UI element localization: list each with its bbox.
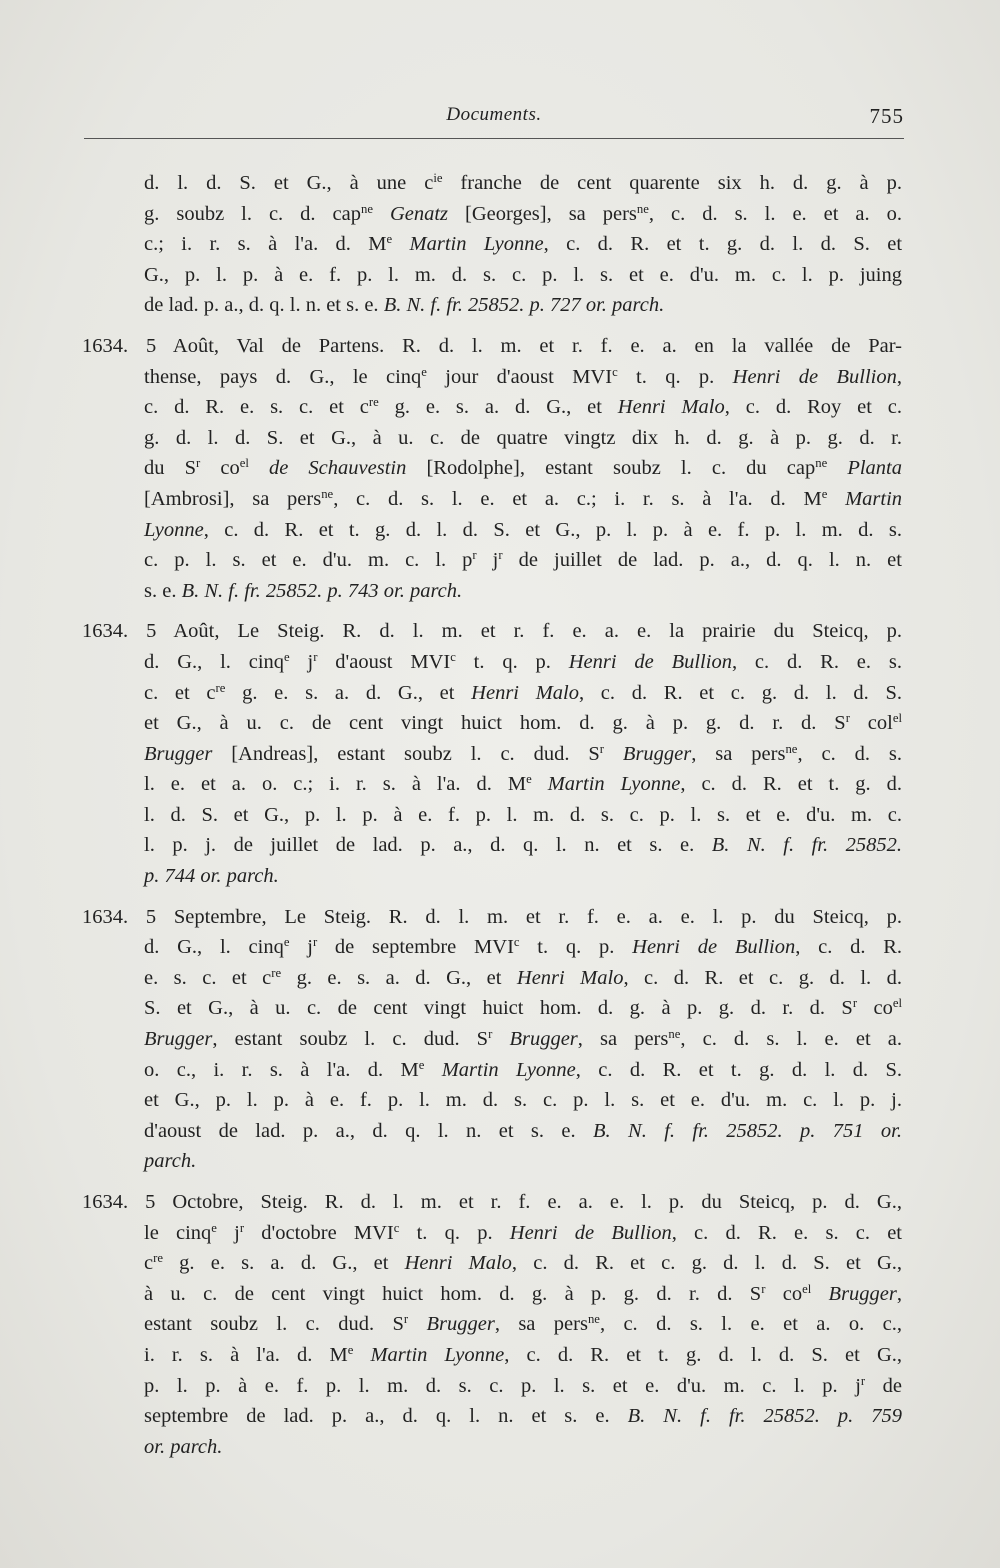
entry-line: d'aoust de lad. p. a., d. q. l. n. et s. e. B. N. f. fr. 25852. p. 751 or. [144, 1119, 903, 1142]
entry-line: c.; i. r. s. à l'a. d. Me Martin Lyonne, c. d. R. et t. g. d. l. d. S. et [144, 232, 903, 256]
entry-line: Brugger, estant soubz l. c. dud. $S^r$ Brugger, sa pers$^{ne}$, c. d. s. l. e. et a. [144, 1027, 903, 1051]
entry-line: 1634. 5 Septembre, Le Steig. R. d. l. m. et r. f. e. a. e. l. p. du Steicq, p. [82, 905, 902, 928]
entry-line: $c^{re}$ g. e. s. a. d. G., et Henri Malo, c. d. R. et c. g. d. l. d. S. et G., [144, 1251, 902, 1275]
entry-line: p. l. p. à e. f. p. l. m. d. s. c. p. l. s. et e. d'u. m. c. l. p. $j^r$ de [144, 1373, 902, 1397]
entry-line: e. s. c. et $c^{re}$ g. e. s. a. d. G., et Henri Malo, c. d. R. et c. g. d. l. d. [144, 965, 902, 989]
entry-line: d. G., l. cinq$^e$ $j^r$ de septembre MVI$^c$ t. q. p. Henri de Bullion, c. d. R. [144, 935, 903, 959]
entry-line: c. p. l. s. et e. d'u. m. c. l. $p^r$ $j^r$ de juillet de lad. p. a., d. q. l. n. et [144, 548, 902, 572]
entry-line: du $S^r$ $co^{el}$ de Schauvestin [Rodolphe], estant soubz l. c. du cap$^{ne}$ Planta [144, 456, 903, 480]
entry-line: 1634. 5 Octobre, Steig. R. d. l. m. et r. f. e. a. e. l. p. du Steicq, p. d. G., [82, 1191, 902, 1213]
entry-line: g. soubz l. c. d. cap$^{ne}$ Genatz [Georges], sa pers$^{ne}$, c. d. s. l. e. et a. o. [144, 201, 903, 225]
entry-line: G., p. l. p. à e. f. p. l. m. d. s. c. p. l. s. et e. d'u. m. c. l. p. juing [144, 263, 902, 286]
entry-line: Lyonne, c. d. R. et t. g. d. l. d. S. et G., p. l. p. à e. f. p. l. m. d. s. [144, 518, 902, 541]
entry-line: s. e. B. N. f. fr. 25852. p. 743 or. parch. [144, 579, 463, 602]
entry-1634-aout-le-steig [82, 616, 902, 891]
page-number: 755 [869, 104, 904, 128]
entry-line: [Ambrosi], sa pers$^{ne}$, c. d. s. l. e. et a. c.; i. r. s. à l'a. d. Me Martin [144, 486, 903, 510]
entry-line: l. p. j. de juillet de lad. p. a., d. q. l. n. et s. e. B. N. f. fr. 25852. [144, 834, 902, 857]
entry-line: l. d. S. et G., p. l. p. à e. f. p. l. m. d. s. c. p. l. s. et e. d'u. m. c. [144, 803, 902, 826]
entry-line: de lad. p. a., d. q. l. n. et s. e. B. N. f. fr. 25852. p. 727 or. parch. [144, 294, 665, 317]
document-body [82, 168, 902, 1472]
entry-1634-aout-val-de-partens [82, 331, 902, 606]
running-header [84, 104, 904, 139]
entry-line: et G., p. l. p. à e. f. p. l. m. d. s. c. p. l. s. et e. d'u. m. c. l. p. j. [144, 1089, 902, 1112]
entry-line: c. et $c^{re}$ g. e. s. a. d. G., et Henri Malo, c. d. R. et c. g. d. l. d. S. [144, 680, 903, 704]
entry-line: or. parch. [144, 1435, 223, 1458]
entry-line: thense, pays d. G., le cinq$^e$ jour d'aoust MVI$^c$ t. q. p. Henri de Bullion, [144, 364, 902, 388]
entry-line: le cinq$^e$ $j^r$ d'octobre MVI$^c$ t. q. p. Henri de Bullion, c. d. R. e. s. c. et [144, 1220, 902, 1244]
entry-1634-octobre-steig [82, 1187, 902, 1462]
entry-continuation [82, 168, 902, 321]
entry-line: d. l. d. S. et G., à une $c^{ie}$ franche de cent quarente six h. d. g. à p. [144, 171, 902, 194]
entry-line: g. d. l. d. S. et G., à u. c. de quatre vingtz dix h. d. g. à p. g. d. r. [144, 426, 902, 449]
entry-line: l. e. et a. o. c.; i. r. s. à l'a. d. Me Martin Lyonne, c. d. R. et t. g. d. [144, 772, 903, 796]
entry-line: S. et G., à u. c. de cent vingt huict hom. d. g. à p. g. d. r. d. $S^r$ $co^{el}$ [144, 996, 902, 1020]
entry-line: 1634. 5 Août, Le Steig. R. d. l. m. et r. f. e. a. e. la prairie du Steicq, p. [82, 620, 902, 643]
entry-line: et G., à u. c. de cent vingt huict hom. d. g. à p. g. d. r. d. $S^r$ col$^{el}$ [144, 711, 903, 735]
entry-line: d. G., l. cinq$^e$ $j^r$ d'aoust MVI$^c$ t. q. p. Henri de Bullion, c. d. R. e. s. [144, 649, 902, 673]
entry-line: p. 744 or. parch. [144, 865, 279, 888]
entry-line: Brugger [Andreas], estant soubz l. c. dud. $S^r$ Brugger, sa pers$^{ne}$, c. d. s. [144, 741, 903, 765]
entry-line: o. c., i. r. s. à l'a. d. Me Martin Lyonne, c. d. R. et t. g. d. l. d. S. [144, 1057, 903, 1081]
entry-line: parch. [144, 1150, 197, 1173]
entry-line: estant soubz l. c. dud. $S^r$ Brugger, sa pers$^{ne}$, c. d. s. l. e. et a. o. c., [144, 1312, 902, 1336]
entry-line: à u. c. de cent vingt huict hom. d. g. à p. g. d. r. d. $S^r$ $co^{el}$ Brugger, [144, 1281, 902, 1305]
entry-line: septembre de lad. p. a., d. q. l. n. et s. e. B. N. f. fr. 25852. p. 759 [144, 1405, 902, 1428]
entry-1634-septembre-le-steig [82, 902, 902, 1177]
entry-line: c. d. R. e. s. c. et $c^{re}$ g. e. s. a. d. G., et Henri Malo, c. d. Roy et c. [144, 395, 902, 419]
running-title: Documents. [446, 104, 542, 125]
entry-line: 1634. 5 Août, Val de Partens. R. d. l. m. et r. f. e. a. en la vallée de Par- [82, 334, 902, 357]
entry-line: i. r. s. à l'a. d. Me Martin Lyonne, c. d. R. et t. g. d. l. d. S. et G., [144, 1342, 902, 1366]
